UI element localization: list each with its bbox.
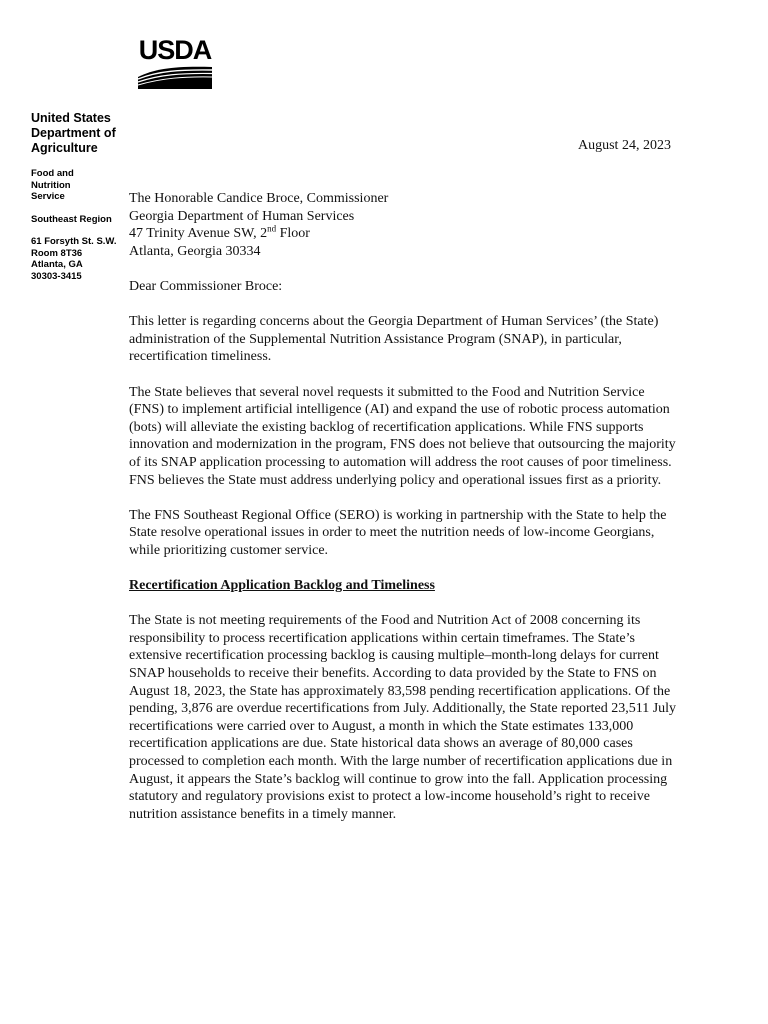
region-name: Southeast Region: [31, 213, 112, 225]
recipient-org: Georgia Department of Human Services: [129, 208, 355, 224]
office-address: 61 Forsyth St. S.W. Room 8T36 Atlanta, GA 30303-3415: [31, 236, 117, 282]
recipient-city: Atlanta, Georgia 30334: [129, 243, 261, 259]
section-heading: Recertification Application Backlog and Timeliness: [129, 578, 435, 594]
paragraph-intro: This letter is regarding concerns about the Georgia Department of Human Services’ (the State) administration of the Supplemental Nutrition Assistance Program (SNAP), in particular, recertification timeliness.: [129, 314, 659, 365]
usda-logo-text: USDA: [138, 35, 212, 65]
paragraph-sero: The FNS Southeast Regional Office (SERO) is working in partnership with the State to help the State resolve operational issues in order to meet the nutrition needs of low-income Georgians, while prioritizing customer service.: [129, 507, 667, 558]
recipient-name: The Honorable Candice Broce, Commissioner: [129, 191, 389, 206]
usda-logo: [136, 36, 214, 90]
usda-logo-hills-icon: [136, 62, 214, 90]
salutation: Dear Commissioner Broce:: [129, 278, 283, 294]
agency-sidebar: [31, 111, 131, 282]
service-name: Food and Nutrition Service: [31, 168, 74, 202]
letter-body: [129, 190, 681, 823]
recipient-address: [129, 190, 681, 260]
recipient-street: 47 Trinity Avenue SW, 2nd Floor: [129, 223, 310, 242]
paragraph-automation: The State believes that several novel requests it submitted to the Food and Nutrition Service (FNS) to implement artificial intelligence (AI) and expand the use of robotic process automation (bots) will alleviate the existing backlog of recertification applications. While FNS supports innovation and modernization in the program, FNS does not believe that outsourcing the majority of its SNAP application processing to automation will address the root causes of poor timeliness. FNS believes the State must address underlying policy and operational issues first as a priority.: [129, 384, 676, 488]
letter-date: August 24, 2023: [578, 138, 671, 153]
agency-name: United States Department of Agriculture: [31, 111, 116, 155]
paragraph-backlog: The State is not meeting requirements of the Food and Nutrition Act of 2008 concerning its responsibility to process recertification applications within certain timeframes. The State’s extensive recertification processing backlog is causing multiple–month-long delays for current SNAP households to receive their benefits. According to data provided by the State to FNS on August 18, 2023, the State has approximately 83,598 pending recertification applications. Of the pending, 3,876 are overdue recertifications from July. Additionally, the State reported 23,511 July recertifications were carried over to August, a month in which the State estimates 133,000 recertification applications are due. State historical data shows an average of 80,000 cases processed to completion each month. With the large number of recertification applications due in August, it appears the State’s backlog will continue to grow into the fall. Application processing statutory and regulatory provisions exist to protect a low-income household’s right to receive nutrition assistance benefits in a timely manner.: [129, 613, 677, 822]
